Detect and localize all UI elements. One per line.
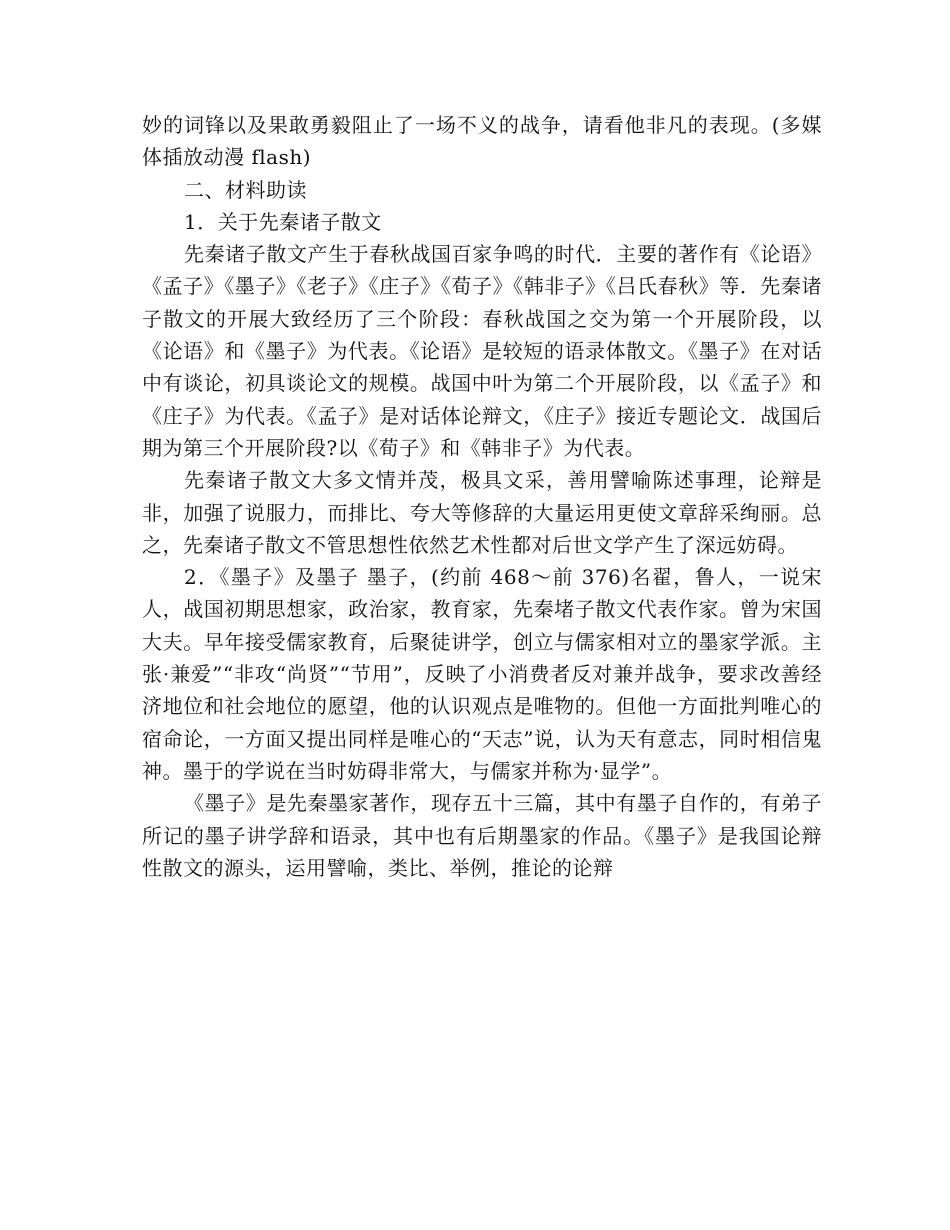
subheading-pre-qin-prose: 1．关于先秦诸子散文	[184, 209, 382, 234]
document-body	[142, 109, 822, 884]
paragraph-mozi-book: 《墨子》是先秦墨家著作，现存五十三篇，其中有墨子自作的，有弟子所记的墨子讲学辞和语录，其中也有后期墨家的作品。《墨子》是我国论辩性散文的源头，运用譬喻，类比、举例，推论的论辩	[142, 791, 822, 880]
paragraph-mozi-biography: 2．《墨子》及墨子 墨子，(约前 468～前 376)名翟，鲁人，一说宋人，战国初期思想家，政治家，教育家，先秦堵子散文代表作家。曾为宋国大夫。早年接受儒家教育，后聚徒讲学，创立与儒家相对立的墨家学派。主张·兼爱”“非攻“尚贤”“节用”，反映了小消费者反对兼并战争，要求改善经济地位和社会地位的愿望，他的认识观点是唯物的。但他一方面批判唯心的宿命论，一方面又提出同样是唯心的“天志”说，认为天有意志，同时相信鬼神。墨于的学说在当时妨碍非常大，与儒家并称为·显学”。	[142, 565, 822, 783]
paragraph-intro-continued: 妙的词锋以及果敢勇毅阻止了一场不义的战争，请看他非凡的表现。(多媒体插放动漫 flash)	[142, 113, 822, 170]
section-heading-materials: 二、材料助读	[184, 177, 307, 202]
paragraph-pre-qin-stages: 先秦诸子散文产生于春秋战国百家争鸣的时代．主要的著作有《论语》《孟子》《墨子》《老子》《庄子》《荀子》《韩非子》《吕氏春秋》等．先秦诸子散文的开展大致经历了三个阶段：春秋战国之交为第一个开展阶段，以《论语》和《墨子》为代表。《论语》是较短的语录体散文。《墨子》在对话中有谈论，初具谈论文的规模。战国中叶为第二个开展阶段，以《孟子》和《庄子》为代表。《孟子》是对话体论辩文，《庄子》接近专题论文．战国后期为第三个开展阶段?以《荀子》和《韩非子》为代表。	[142, 242, 822, 460]
paragraph-pre-qin-style: 先秦诸子散文大多文情并茂，极具文采，善用譬喻陈述事理，论辩是非，加强了说服力，而排比、夸大等修辞的大量运用更使文章辞采绚丽。总之，先秦诸子散文不管思想性依然艺术性都对后世文学产生了深远妨碍。	[142, 468, 822, 557]
